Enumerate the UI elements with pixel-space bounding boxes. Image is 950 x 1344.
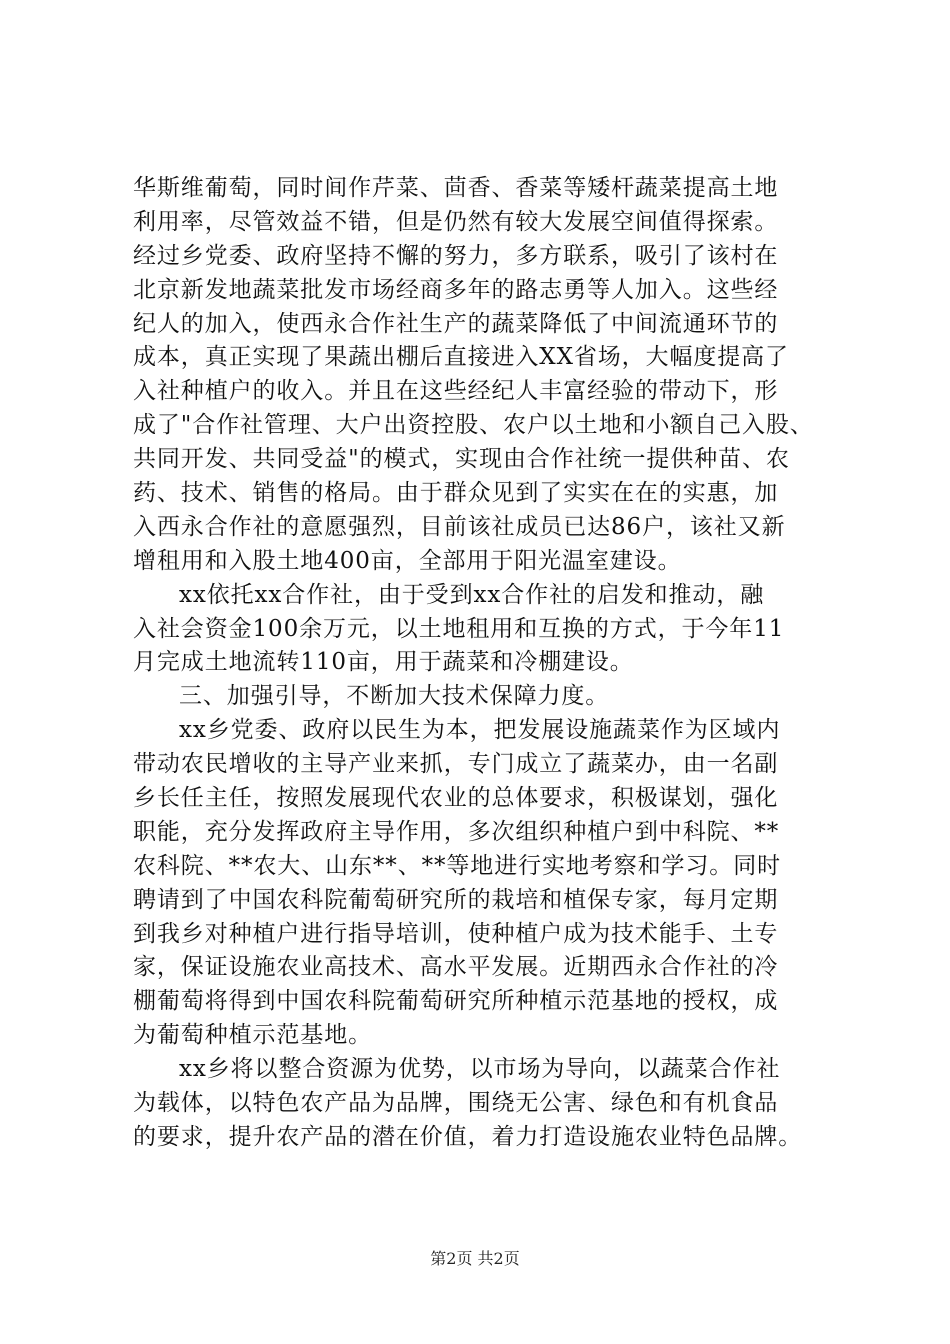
text-line: 为载体，以特色农产品为品牌，围绕无公害、绿色和有机食品 [133,1090,779,1117]
text-line: 职能，充分发挥政府主导作用，多次组织种植户到中科院、** [133,818,780,845]
section-heading: 三、加强引导，不断加大技术保障力度。 [179,683,610,710]
document-body [133,172,829,1155]
text-line: 华斯维葡萄，同时间作芹菜、茴香、香菜等矮杆蔬菜提高土地 [133,175,779,201]
text-line: 为葡萄种植示范基地。 [133,1022,372,1049]
text-line: 月完成土地流转110亩，用于蔬菜和冷棚建设。 [133,649,634,676]
text-line: 入西永合作社的意愿强烈，目前该社成员已达86户，该社又新 [133,513,786,540]
text-line: 共同开发、共同受益"的模式，实现由合作社统一提供种苗、农 [133,446,790,473]
text-line: 乡长任主任，按照发展现代农业的总体要求，积极谋划，强化 [133,785,779,812]
text-line: 经过乡党委、政府坚持不懈的努力，多方联系，吸引了该村在 [133,242,779,269]
text-line: 北京新发地蔬菜批发市场经商多年的路志勇等人加入。这些经 [133,276,779,303]
text-line: 家，保证设施农业高技术、高水平发展。近期西永合作社的冷 [133,954,779,981]
page-footer: 第2页 共2页 [430,1249,520,1268]
text-line: 棚葡萄将得到中国农科院葡萄研究所种植示范基地的授权，成 [133,988,779,1015]
paragraph-start-line: xx乡将以整合资源为优势，以市场为导向，以蔬菜合作社 [179,1056,781,1083]
text-line: 到我乡对种植户进行指导培训，使种植户成为技术能手、土专 [133,920,779,947]
text-line: 农科院、**农大、山东**、**等地进行实地考察和学习。同时 [133,852,781,879]
text-line: 成本，真正实现了果蔬出棚后直接进入XX省场，大幅度提高了 [133,344,789,371]
text-line: 聘请到了中国农科院葡萄研究所的栽培和植保专家，每月定期 [133,886,779,913]
text-line: 纪人的加入，使西永合作社生产的蔬菜降低了中间流通环节的 [133,310,779,337]
paragraph-start-line: xx乡党委、政府以民生为本，把发展设施蔬菜作为区域内 [179,717,781,744]
text-line: 成了"合作社管理、大户出资控股、农户以土地和小额自己入股、 [133,412,814,439]
paragraph-start-line: xx依托xx合作社，由于受到xx合作社的启发和推动，融 [179,581,765,608]
text-line: 药、技术、销售的格局。由于群众见到了实实在在的实惠，加 [133,480,779,507]
text-line: 利用率，尽管效益不错，但是仍然有较大发展空间值得探索。 [133,208,779,235]
text-line: 入社种植户的收入。并且在这些经纪人丰富经验的带动下，形 [133,378,779,405]
text-line: 的要求，提升农产品的潜在价值，着力打造设施农业特色品牌。 [133,1123,803,1150]
text-line: 增租用和入股土地400亩，全部用于阳光温室建设。 [133,547,682,574]
text-line: 入社会资金100余万元，以土地租用和互换的方式，于今年11 [133,615,785,642]
text-line: 带动农民增收的主导产业来抓，专门成立了蔬菜办，由一名副 [133,751,779,778]
